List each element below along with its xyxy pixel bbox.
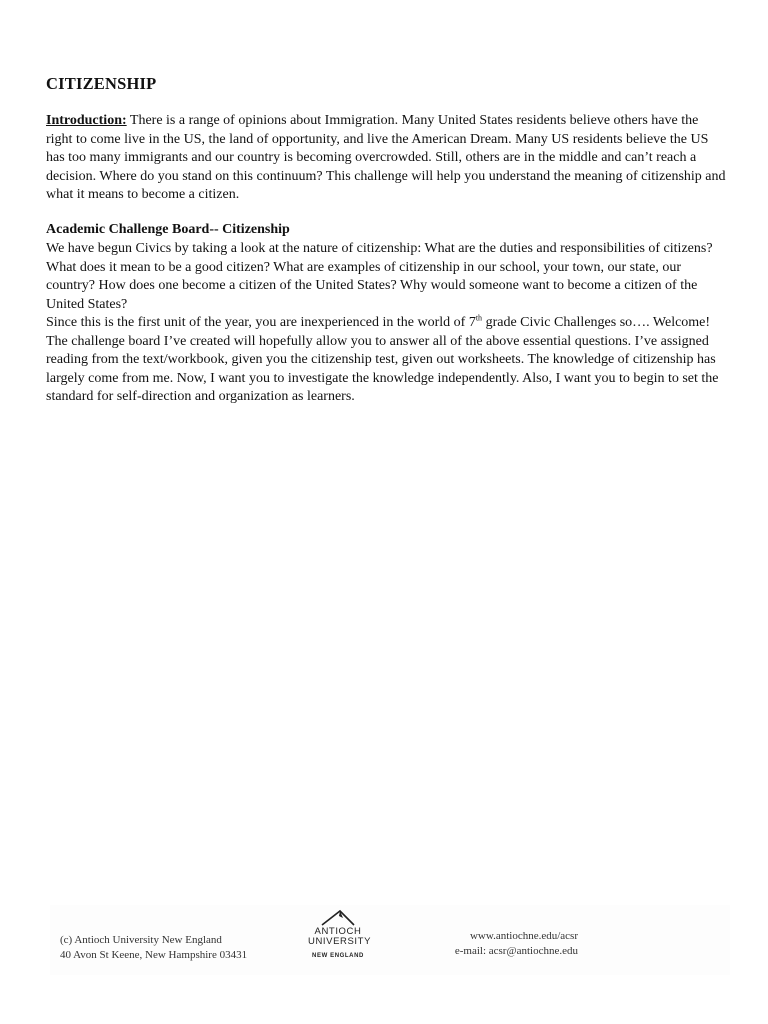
page-title: CITIZENSHIP bbox=[46, 74, 157, 93]
board-paragraph-2 bbox=[46, 314, 726, 333]
logo-line-1: ANTIOCH bbox=[314, 926, 362, 937]
ordinal-superscript: th bbox=[475, 313, 483, 323]
footer-address-block bbox=[60, 933, 247, 963]
board-paragraph-2-start: Since this is the first unit of the year, you are inexperienced in the world of 7 bbox=[46, 315, 476, 330]
introduction-text: There is a range of opinions about Immigration. Many United States residents believe others have the right to come live in the US, the land of opportunity, and live the American Dream. Many US residents believe the US has too many immigrants and our country is becoming overcrowded. Still, others are in the middle and can’t reach a decision. Where do you stand on this continuum? This challenge will help you understand the meaning of citizenship and what it means to become a citizen. bbox=[46, 113, 726, 202]
page-footer bbox=[50, 905, 730, 975]
board-paragraph-3: The challenge board I’ve created will hopefully allow you to answer all of the above essential questions. I’ve assigned reading from the text/workbook, given you the citizenship test, given out worksheets. The knowledge of citizenship has largely come from me. Now, I want you to investigate the knowledge independently. Also, I want you to begin to set the standard for self-direction and organization as learners. bbox=[46, 333, 719, 404]
footer-copyright: (c) Antioch University New England bbox=[60, 934, 222, 946]
footer-email-link[interactable]: e-mail: acsr@antiochne.edu bbox=[454, 945, 578, 957]
challenge-board-body bbox=[46, 240, 726, 407]
introduction-paragraph bbox=[46, 112, 726, 205]
board-paragraph-1: We have begun Civics by taking a look at the nature of citizenship: What are the duties and responsibilities of citizens? What does it mean to be a good citizen? What are examples of citizenship in our school, your town, our state, our country? How does one become a citizen of the United States? Why would someone want to become a citizen of the United States? bbox=[46, 241, 713, 312]
logo-line-2: UNIVERSITY bbox=[308, 935, 372, 947]
footer-contact-block bbox=[455, 929, 578, 959]
university-logo bbox=[308, 907, 372, 964]
footer-address: 40 Avon St Keene, New Hampshire 03431 bbox=[60, 949, 248, 961]
challenge-board-heading: Academic Challenge Board-- Citizenship bbox=[46, 222, 290, 237]
board-paragraph-2-end: grade Civic Challenges so…. Welcome! bbox=[482, 315, 711, 330]
logo-line-3: NEW ENGLAND bbox=[312, 953, 364, 959]
footer-website-link[interactable]: www.antiochne.edu/acsr bbox=[469, 930, 578, 942]
mountain-logo-icon bbox=[320, 907, 356, 927]
introduction-label: Introduction: bbox=[46, 113, 127, 128]
